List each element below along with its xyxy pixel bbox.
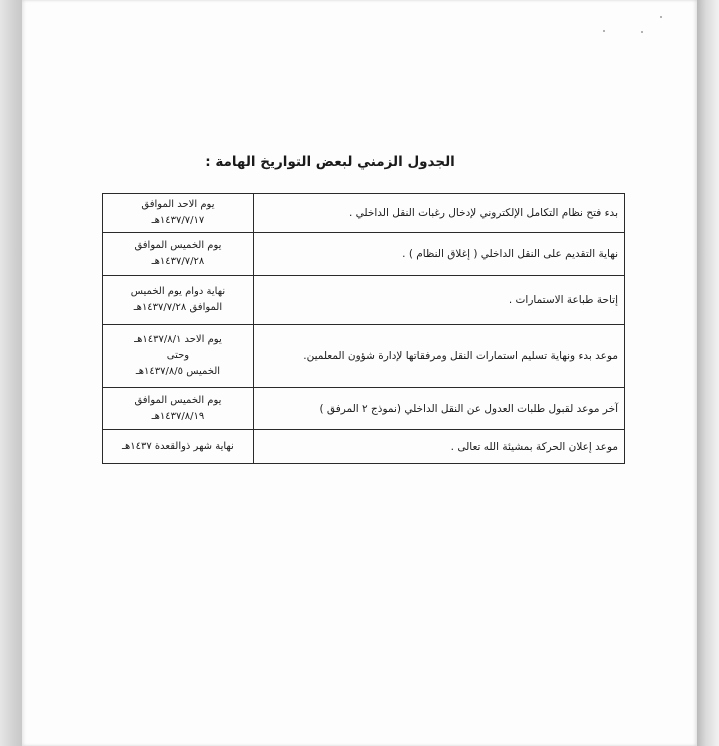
date-cell (103, 194, 254, 233)
event-cell: نهاية التقديم على النقل الداخلي ( إغلاق النظام ) . (253, 233, 624, 276)
event-cell: إتاحة طباعة الاستمارات . (253, 276, 624, 325)
date-cell (103, 430, 254, 464)
scan-left-edge (0, 0, 22, 746)
table-row (103, 276, 625, 325)
table-row (103, 194, 625, 233)
scan-speck (603, 30, 605, 32)
date-cell (103, 388, 254, 430)
scan-speck (641, 31, 643, 33)
date-line: يوم الخميس الموافق (134, 394, 222, 406)
table-row (103, 430, 625, 464)
date-cell (103, 233, 254, 276)
date-line: ١٤٣٧/٨/١٩هـ (151, 410, 205, 422)
date-line: الخميس ١٤٣٧/٨/٥هـ (135, 366, 221, 377)
date-line: الموافق ١٤٣٧/٧/٢٨هـ (133, 302, 223, 313)
table-row (103, 388, 625, 430)
event-cell: موعد بدء ونهاية تسليم استمارات النقل ومرفقاتها لإدارة شؤون المعلمين. (253, 325, 624, 388)
schedule-table (102, 193, 625, 464)
event-cell: آخر موعد لقبول طلبات العدول عن النقل الداخلي (نموذج ٢ المرفق ) (253, 388, 624, 430)
document-title: الجدول الزمني لبعض التواريخ الهامة : (205, 154, 455, 170)
event-cell: موعد إعلان الحركة بمشيئة الله تعالى . (253, 430, 624, 464)
scan-speck (660, 16, 662, 18)
event-cell: بدء فتح نظام التكامل الإلكتروني لإدخال رغبات النقل الداخلي . (253, 194, 624, 233)
date-line: يوم الاحد ١٤٣٧/٨/١هـ (134, 334, 222, 345)
table-row (103, 233, 625, 276)
date-line: وحتى (166, 350, 190, 361)
date-line: يوم الاحد الموافق (141, 199, 215, 210)
date-cell (103, 276, 254, 325)
date-line: ١٤٣٧/٧/١٧هـ (151, 215, 205, 226)
date-cell (103, 325, 254, 388)
table-row (103, 325, 625, 388)
scan-right-edge (697, 0, 719, 746)
date-line: نهاية دوام يوم الخميس (130, 286, 226, 297)
date-line: نهاية شهر ذوالقعدة ١٤٣٧هـ (122, 440, 234, 452)
date-line: يوم الخميس الموافق (134, 240, 222, 251)
date-line: ١٤٣٧/٧/٢٨هـ (151, 256, 205, 267)
